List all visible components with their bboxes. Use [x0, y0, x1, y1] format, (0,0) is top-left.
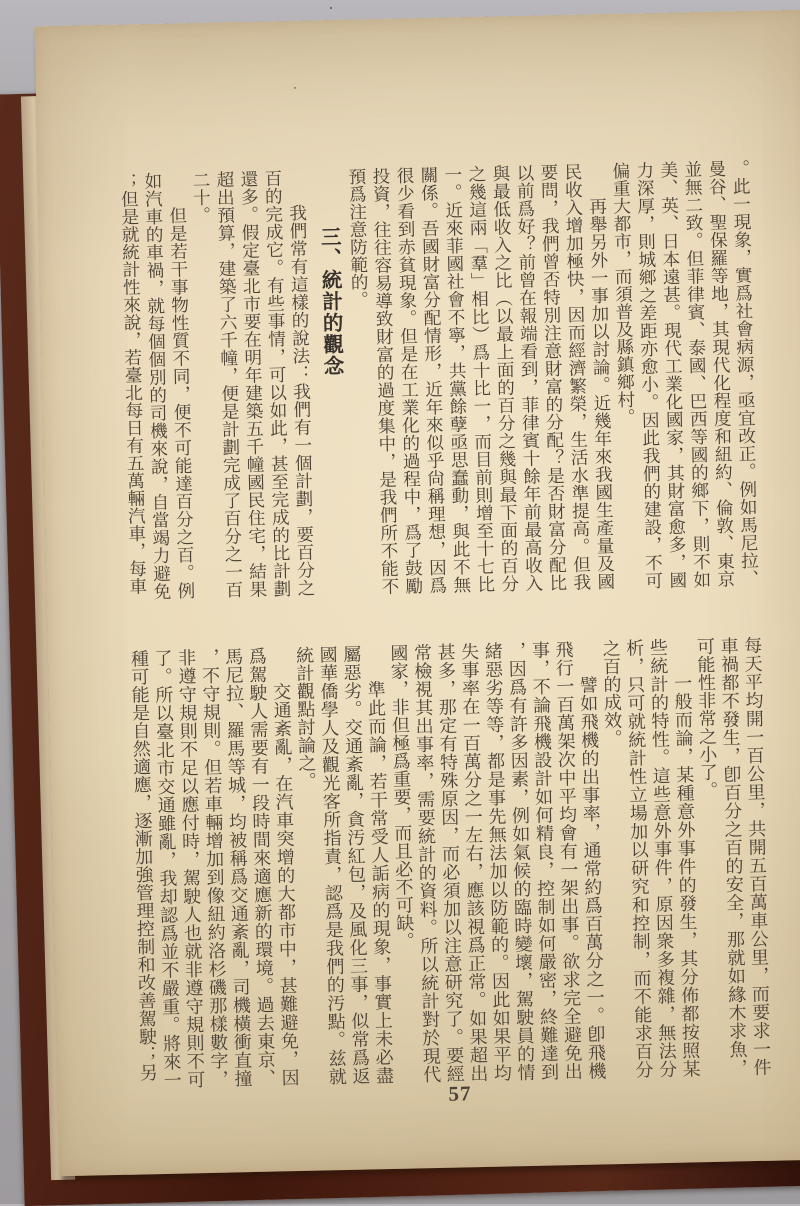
paper-speckles	[35, 27, 37, 29]
dust-speckles	[0, 0, 2, 2]
paragraph: 譬如飛機的出事率，通常約爲百萬分之一。卽飛機飛行一百萬架次中平均會有一架出事。欲求完全避免出事，不論飛機設計如何精良，控制如何嚴密，終難達到，因爲有許多因素，例如氣候的臨時變壞，駕駛員的情緒惡劣等等，都是事先無法加以防範的。因此如果平均失事率在一百萬分之一左右，應該視爲正常。如果超出甚多，那定有特殊原因，而必須加以注意研究了。要經常檢視其出事率，需要統計的資料。所以統計對於現代國家，非但極爲重要，而且必不可缺。	[388, 639, 607, 1084]
upper-text-block	[118, 158, 762, 601]
paragraph: 再舉另外一事加以討論。近幾年來我國生產量及國民收入增加極快，因而經濟繁榮，生活水準提高。但我要問，我們曾否特別注意財富的分配？是否財富分配比以前爲好？前曾在報端看到，菲律賓十餘年前最高收入與最低收入之比（以最上面的百分之幾與最下面的百分之幾這兩「羣」相比）爲十比一，而目前則增至十七比一。近來菲國社會不寧，共黨餘孽亟思蠢動，與此不無關係。吾國財富分配情形，近年來似乎尙稱理想，因爲很少看到赤貧現象。但是在工業化的過程中，爲了鼓勵投資，往往容易導致財富的過度集中，是我們所不能不預爲注意防範的。	[346, 162, 616, 596]
page-number: 57	[448, 1081, 472, 1106]
book-page	[35, 10, 800, 1177]
paragraph: 我們常有這樣的說法：我們有一個計劃，要百分之百的完成它。有些事情，可以如此，甚至完成的比計劃還多。假定臺北市要在明年建築五千幢國民住宅，結果超出預算，建築了六千幢，便是計劃完成了百分之一百二十。	[190, 169, 317, 599]
paragraph: 一般而論，某種意外事件的發生，其分佈都按照某些統計的特性。這些意外事件，原因衆多複雜，無法分析，只可就統計性立場加以研究和控制，而不能求百分之百的成效。	[600, 637, 701, 1079]
paragraph-continued: 。此一現象，實爲社會病源，亟宜改正。例如馬尼拉、曼谷、聖保羅等地，其現代化程度和紐約、倫敦、東京並無二致。但菲律賓、泰國、巴西等國的鄉下，則不如美、英、日本遠甚。現代工業化國家，其財富愈多，國力深厚，則城鄉之差距亦愈小。因此我們的建設，不可偏重大都市，而須普及縣鎮鄉村。	[610, 158, 760, 590]
paragraph: 準此而論，若干常受人詬病的現象，事實上未必盡屬惡劣。交通紊亂，貪汚紅包，及風化三事，似常爲返國華僑學人及觀光客所指責，認爲是我們的汚點。兹就統計觀點討論之。	[293, 644, 395, 1086]
section-heading: 三、統計的觀念	[316, 225, 343, 377]
paragraph-continued: 每天平均開一百公里，共開五百萬車公里，而要求一件車禍都不發生，卽百分之百的安全，那就如緣木求魚，可能性非常之小了。	[694, 635, 772, 1077]
paragraph: 但是若干事物性質不同，便不可能達百分之百。例如汽車的車禍，就每個個別的司機來說，自當竭力避免；但是就統計性來說，若臺北每日有五萬輛汽車，每車	[118, 171, 197, 601]
lower-text-block	[121, 636, 772, 1090]
paragraph: 交通紊亂，在汽車突增的大都市中，甚難避免，因爲駕駛人需要有一段時間來適應新的環境。過去東京、馬尼拉、羅馬等城，均被稱爲交通紊亂，司機橫衝直撞，不守規則。但若車輛增加到像紐約洛杉磯那樣數字，非遵守規則不足以應付時，駕駛人也就非遵守規則不可了。所以臺北市交通雖亂，我却認爲並不嚴重。將來一種可能是自然適應，逐漸加強管理控制和改善駕駛；另	[128, 646, 300, 1090]
